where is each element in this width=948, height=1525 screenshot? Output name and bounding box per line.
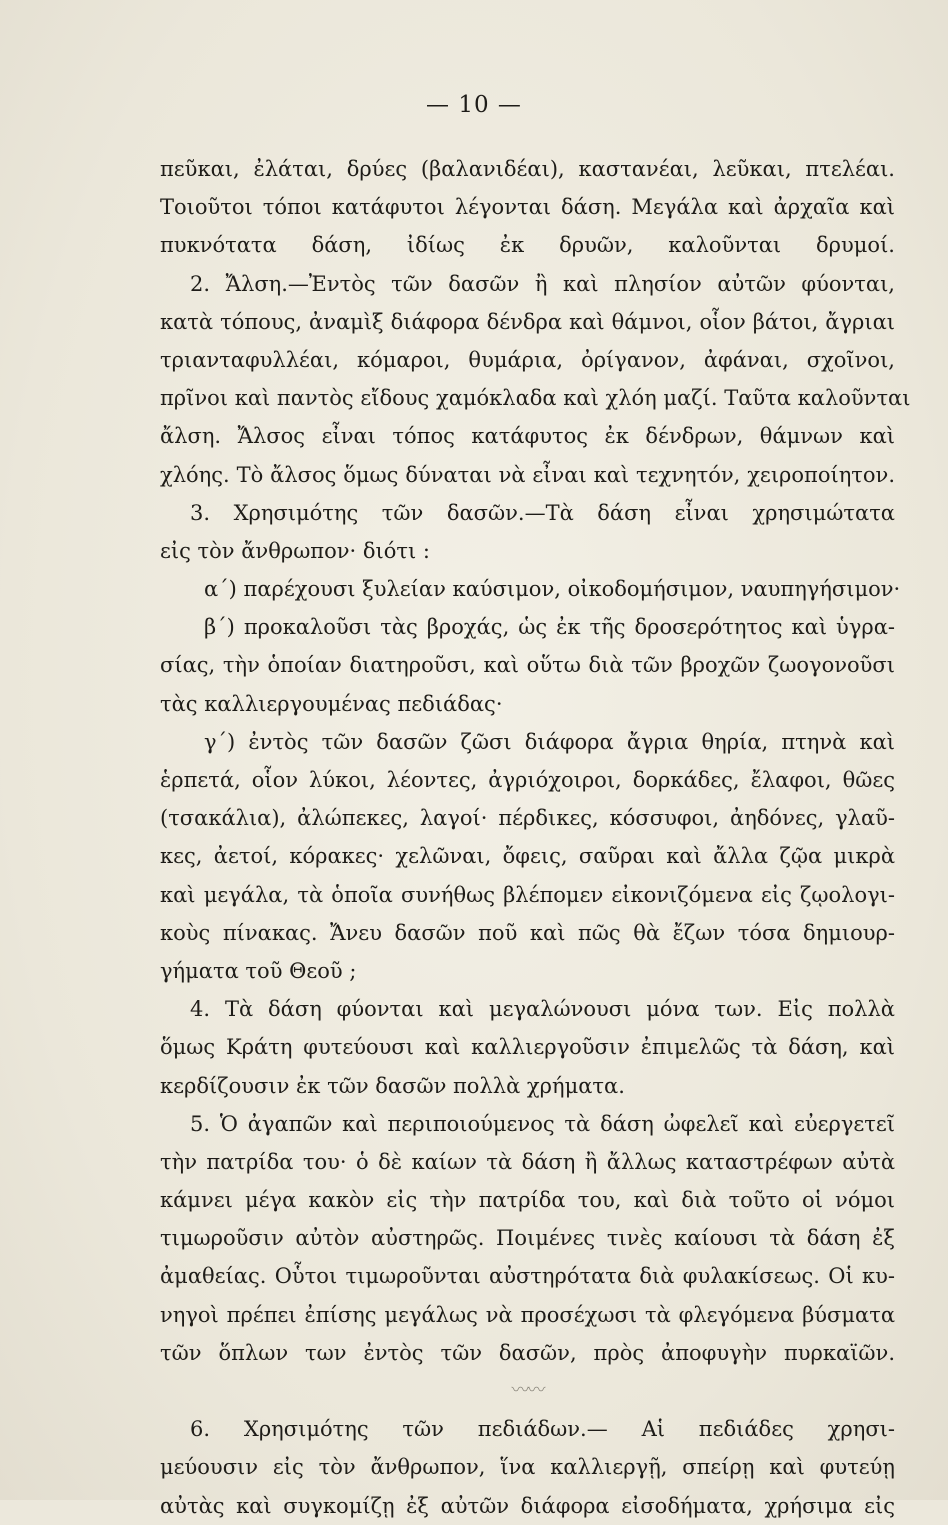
text-line: τὰς καλλιεργουμένας πεδιάδας· (160, 691, 503, 716)
text-line: Τοιοῦτοι τόποι κατάφυτοι λέγονται δάση. Μεγάλα καὶ ἀρχαῖα καὶ (160, 195, 895, 220)
text-line: κάμνει μέγα κακὸν εἰς τὴν πατρίδα του, καὶ διὰ τοῦτο οἱ νόμοι (160, 1188, 895, 1213)
text-line: κερδίζουσιν ἐκ τῶν δασῶν πολλὰ χρήματα. (160, 1073, 625, 1098)
text-line: νηγοὶ πρέπει ἐπίσης μεγάλως νὰ προσέχωσι τὰ φλεγόμενα βύσματα (160, 1302, 895, 1327)
text-line: κατὰ τόπους, ἀναμὶξ διάφορα δένδρα καὶ θάμνοι, οἷον βάτοι, ἄγριαι (160, 309, 895, 334)
text-line: τῶν ὅπλων των ἐντὸς τῶν δασῶν, πρὸς ἀποφυγὴν πυρκαϊῶν. (160, 1340, 895, 1365)
text-line: β΄) προκαλοῦσι τὰς βροχάς, ὡς ἐκ τῆς δροσερότητος καὶ ὑγρα- (204, 615, 895, 640)
text-line: χλόης. Τὸ ἄλσος ὅμως δύναται νὰ εἶναι καὶ τεχνητόν, χειροποίητον. (160, 462, 895, 487)
text-line: τριανταφυλλέαι, κόμαροι, θυμάρια, ὀρίγανον, ἀφάναι, σχοῖνοι, (160, 347, 895, 372)
body-text (160, 150, 911, 1525)
text-line: (τσακάλια), ἀλώπεκες, λαγοί· πέρδικες, κόσσυφοι, ἀηδόνες, γλαῦ- (160, 806, 895, 831)
text-line: 2. Ἄλση.—Ἐντὸς τῶν δασῶν ἢ καὶ πλησίον αὐτῶν φύονται, (190, 271, 895, 296)
section-ornament: 〰〰 (511, 1380, 544, 1401)
text-line: 5. Ὁ ἀγαπῶν καὶ περιποιούμενος τὰ δάση ὠφελεῖ καὶ εὐεργετεῖ (190, 1111, 895, 1136)
text-line: γ΄) ἐντὸς τῶν δασῶν ζῶσι διάφορα ἄγρια θηρία, πτηνὰ καὶ (204, 729, 895, 754)
text-line: τιμωροῦσιν αὐτὸν αὐστηρῶς. Ποιμένες τινὲς καίουσι τὰ δάση ἐξ (160, 1226, 895, 1251)
text-line: πρῖνοι καὶ παντὸς εἴδους χαμόκλαδα καὶ χλόη μαζί. Ταῦτα καλοῦνται (160, 386, 911, 411)
text-line: 3. Χρησιμότης τῶν δασῶν.—Τὰ δάση εἶναι χρησιμώτατα (190, 500, 895, 525)
text-line: σίας, τὴν ὁποίαν διατηροῦσι, καὶ οὕτω διὰ τῶν βροχῶν ζωογονοῦσι (160, 653, 895, 678)
text-line: κοὺς πίνακας. Ἄνευ δασῶν ποῦ καὶ πῶς θὰ ἔζων τόσα δημιουρ- (160, 920, 895, 945)
text-line: μεύουσιν εἰς τὸν ἄνθρωπον, ἵνα καλλιεργῇ, σπείρῃ καὶ φυτεύῃ (160, 1455, 895, 1480)
page-number: — 10 — (426, 92, 522, 118)
text-line: 4. Τὰ δάση φύονται καὶ μεγαλώνουσι μόνα των. Εἰς πολλὰ (190, 997, 895, 1022)
text-line: γήματα τοῦ Θεοῦ ; (160, 958, 357, 983)
text-line: εἰς τὸν ἄνθρωπον· διότι : (160, 538, 430, 563)
text-line: καὶ μεγάλα, τὰ ὁποῖα συνήθως βλέπομεν εἰκονιζόμενα εἰς ζῳολογι- (160, 882, 895, 907)
text-line: τὴν πατρίδα του· ὁ δὲ καίων τὰ δάση ἢ ἄλλως καταστρέφων αὐτὰ (160, 1149, 895, 1174)
text-line: 6. Χρησιμότης τῶν πεδιάδων.— Αἱ πεδιάδες χρησι- (190, 1417, 895, 1442)
text-line: α΄) παρέχουσι ξυλείαν καύσιμον, οἰκοδομήσιμον, ναυπηγήσιμον· (204, 577, 901, 602)
text-line: αὐτὰς καὶ συγκομίζῃ ἐξ αὐτῶν διάφορα εἰσοδήματα, χρήσιμα εἰς (160, 1493, 895, 1518)
text-line: πεῦκαι, ἐλάται, δρύες (βαλανιδέαι), καστανέαι, λεῦκαι, πτελέαι. (160, 157, 895, 181)
text-line: κες, ἀετοί, κόρακες· χελῶναι, ὄφεις, σαῦραι καὶ ἄλλα ζῷα μικρὰ (160, 844, 895, 869)
text-line: ἀμαθείας. Οὗτοι τιμωροῦνται αὐστηρότατα διὰ φυλακίσεως. Οἱ κυ- (160, 1264, 895, 1289)
text-line: ἑρπετά, οἷον λύκοι, λέοντες, ἀγριόχοιροι, δορκάδες, ἔλαφοι, θῶες (160, 768, 895, 792)
text-line: ἄλση. Ἄλσος εἶναι τόπος κατάφυτος ἐκ δένδρων, θάμνων καὶ (160, 424, 895, 449)
text-line: ὅμως Κράτη φυτεύουσι καὶ καλλιεργοῦσιν ἐπιμελῶς τὰ δάση, καὶ (160, 1035, 895, 1060)
text-line: πυκνότατα δάση, ἰδίως ἐκ δρυῶν, καλοῦνται δρυμοί. (160, 233, 895, 258)
